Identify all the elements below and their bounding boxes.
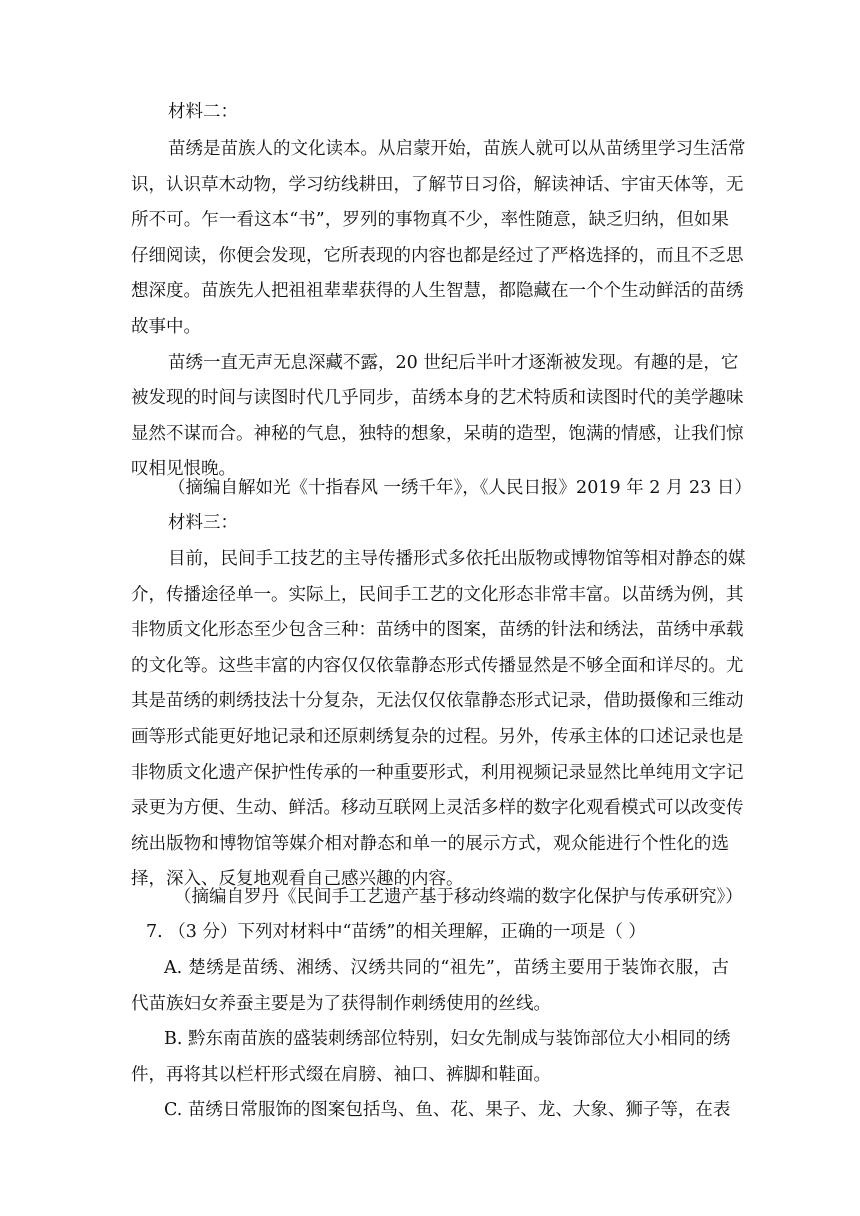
material2-source: （摘编自解如光《十指春风 一绣千年》，《人民日报》2019 年 2 月 23 日） xyxy=(168,478,752,498)
paragraph-line: 识，认识草木动物，学习纺线耕田，了解节日习俗，解读神话、宇宙天体等，无 xyxy=(131,175,744,195)
material3-para-line-6 xyxy=(0,719,860,755)
paragraph-line: 其是苗绣的刺绣技法十分复杂，无法仅仅依靠静态形式记录，借助摄像和三维动 xyxy=(131,691,744,711)
material3-para-line-4 xyxy=(0,648,860,684)
material2-para2-line-2 xyxy=(0,380,860,416)
material3-para-line-7 xyxy=(0,755,860,791)
option-c-line-1 xyxy=(0,1092,860,1128)
material2-para1-line-2 xyxy=(0,167,860,203)
paragraph-line: 苗绣是苗族人的文化读本。从启蒙开始，苗族人就可以从苗绣里学习生活常 xyxy=(168,139,746,159)
option-b-line-2 xyxy=(0,1057,860,1093)
material2-para1-line-1 xyxy=(0,131,860,167)
paragraph-line: 统出版物和博物馆等媒介相对静态和单一的展示方式，观众能进行个性化的选 xyxy=(131,834,729,854)
paragraph-line: 被发现的时间与读图时代几乎同步，苗绣本身的艺术特质和读图时代的美学趣味 xyxy=(131,388,744,408)
option-a-text: A. 楚绣是苗绣、湘绣、汉绣共同的“祖先”，苗绣主要用于装饰衣服，古 xyxy=(164,958,729,978)
question-7-stem: 7. （3 分）下列对材料中“苗绣”的相关理解，正确的一项是（ ） xyxy=(146,922,646,942)
material2-para2-line-3 xyxy=(0,416,860,452)
paragraph-line: 想深度。苗族先人把祖祖辈辈获得的人生智慧，都隐藏在一个个生动鲜活的苗绣 xyxy=(131,281,744,301)
option-b-text: B. 黔东南苗族的盛装刺绣部位特别，妇女先制成与装饰部位大小相同的绣 xyxy=(164,1029,731,1049)
material3-para-line-3 xyxy=(0,612,860,648)
paragraph-line: 显然不谋而合。神秘的气息，独特的想象，呆萌的造型，饱满的情感，让我们惊 xyxy=(131,424,744,444)
paragraph-line: 画等形式能更好地记录和还原刺绣复杂的过程。另外，传承主体的口述记录也是 xyxy=(131,727,744,747)
material3-para-line-5 xyxy=(0,683,860,719)
paragraph-line: 录更为方便、生动、鲜活。移动互联网上灵活多样的数字化观看模式可以改变传 xyxy=(131,798,744,818)
paragraph-line: 择，深入、反复地观看自己感兴趣的内容。 xyxy=(131,869,464,889)
material2-para2-line-1 xyxy=(0,345,860,381)
material3-heading: 材料三： xyxy=(168,513,238,533)
material2-para1-line-4 xyxy=(0,238,860,274)
paragraph-line: 的文化等。这些丰富的内容仅仅依靠静态形式传播显然是不够全面和详尽的。尤 xyxy=(131,656,744,676)
material3-para-line-8 xyxy=(0,790,860,826)
material2-heading: 材料二： xyxy=(168,102,238,122)
material3-heading-line xyxy=(0,505,860,541)
option-b-line-1 xyxy=(0,1021,860,1057)
material2-para1-line-5 xyxy=(0,273,860,309)
paragraph-line: 非物质文化遗产保护性传承的一种重要形式，利用视频记录显然比单纯用文字记 xyxy=(131,763,744,783)
paragraph-line: 所不可。乍一看这本“书”，罗列的事物真不少，率性随意，缺乏归纳，但如果 xyxy=(131,210,729,230)
material3-para-line-2 xyxy=(0,577,860,613)
material2-source-line xyxy=(0,470,860,506)
option-a-line-2 xyxy=(0,986,860,1022)
option-b-text: 件，再将其以栏杆形式缀在肩膀、袖口、裤脚和鞋面。 xyxy=(131,1065,551,1085)
paragraph-line: 仔细阅读，你便会发现，它所表现的内容也都是经过了严格选择的，而且不乏思 xyxy=(131,246,744,266)
material2-para1-line-6 xyxy=(0,309,860,345)
material3-para-line-9 xyxy=(0,826,860,862)
option-c-text: C. 苗绣日常服饰的图案包括鸟、鱼、花、果子、龙、大象、狮子等，在表 xyxy=(164,1100,731,1120)
paragraph-line: 叹相见恨晚。 xyxy=(131,459,236,479)
paragraph-line: 介，传播途径单一。实际上，民间手工艺的文化形态非常丰富。以苗绣为例，其 xyxy=(131,585,744,605)
option-a-line-1 xyxy=(0,950,860,986)
material3-source: （摘编自罗丹《民间手工艺遗产基于移动终端的数字化保护与传承研究》） xyxy=(174,887,743,907)
option-a-text: 代苗族妇女养蚕主要是为了获得制作刺绣使用的丝线。 xyxy=(131,994,551,1014)
paragraph-line: 故事中。 xyxy=(131,317,201,337)
material2-para1-line-3 xyxy=(0,202,860,238)
paragraph-line: 非物质文化形态至少包含三种：苗绣中的图案，苗绣的针法和绣法，苗绣中承载 xyxy=(131,620,744,640)
material3-source-line xyxy=(0,879,860,915)
paragraph-line: 目前，民间手工技艺的主导传播形式多依托出版物或博物馆等相对静态的媒 xyxy=(168,549,746,569)
material2-heading-line xyxy=(0,94,860,130)
material3-para-line-1 xyxy=(0,541,860,577)
question-7-stem-line xyxy=(0,914,860,950)
paragraph-line: 苗绣一直无声无息深藏不露，20 世纪后半叶才逐渐被发现。有趣的是，它 xyxy=(168,353,739,373)
